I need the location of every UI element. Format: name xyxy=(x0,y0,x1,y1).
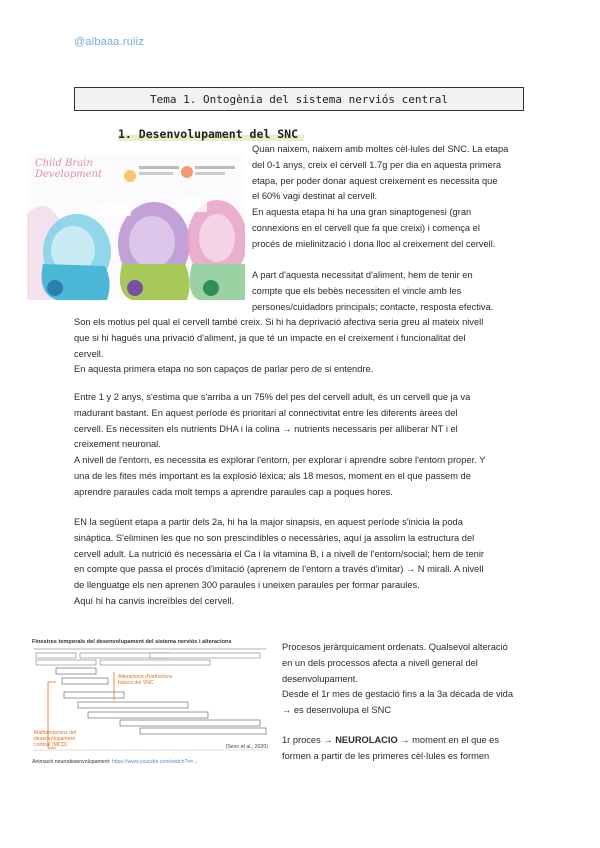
diagram-footer: Animació neurodesenvolupament: https://www.youtube.com/watch?v=... xyxy=(32,759,198,765)
infographic-title: Child Brain Development xyxy=(35,158,102,180)
paragraph-neurolation: 1r proces → NEUROLACIO → moment en el que es formen a partir de les primeres cèl·lules es formen xyxy=(282,735,500,761)
section-heading: 1. Desenvolupament del SNC xyxy=(118,127,304,141)
paragraph-hierarchical: Procesos jeràrquicament ordenats. Qualsevol alteració en un dels processos afecta a nivell general del desenvolupament. Desde el 1r mes de gestació fins a la 3a década de vida → es desenvolupa el SNC xyxy=(282,642,514,716)
child-brain-development-image xyxy=(27,154,245,300)
topic-title: Tema 1. Ontogènia del sistema nerviós central xyxy=(149,92,448,106)
diagram-note-structure: Alteracions d'estructura bàsica del SNC xyxy=(118,674,173,686)
paragraph-deprivation: Son els motius pel qual el cervell també creix. Si hi ha deprivació afectiva seria greu al mateix nivell que si hi hagués una privació d'aliment, ja que té un impacte en el creixement i funcionalitat del cervell. En aquesta primera etapa no son capaços de parlar pero de si entendre. xyxy=(74,317,484,375)
paragraph-bond: A part d'aquesta necessitat d'aliment, hem de tenir en compte que els bebès necessiten el vincle amb les persones/cuidadors principals; contacte, resposta efectiva. xyxy=(252,270,494,312)
infographic-illustration xyxy=(27,154,245,300)
author-handle: @albaaa.ruiiz xyxy=(74,36,145,48)
paragraph-2-years: EN la següent etapa a partir dels 2a, hi ha la major sinapsis, en aquest període s'inicia la poda sinàptica. S'eliminen les que no son prescindibles o necessàries, aquí ja assolim la estructura del cervell adult. La nutrició és necessària el Ca i la vitamina B, i a nivell de l'entorn/social; hem de tenir en compte que passa el procés d'imitació (aprenem de l'entorn a través d'imitar) → N mirall. A nivell de llenguatge els nen aprenen 300 paraules i uneixen paraules per formar paraules. Aquí hi ha canvis increïbles del cervell. xyxy=(74,517,485,606)
topic-title-box xyxy=(74,87,524,111)
animation-link[interactable]: https://www.youtube.com/watch?v=... xyxy=(111,759,198,765)
diagram-note-mcd: Malformacions del desenvolupament cortical (MCD) xyxy=(34,730,77,748)
development-timeline-diagram xyxy=(30,636,270,768)
paragraph-1-2-years: Entre 1 y 2 anys, s'estima que s'arriba a un 75% del pes del cervell adult, és un cervell que ja va madurant bastant. En aquest període és prioritari al connectivitat entre les diferents àrees del cervell. Es necessiten els nutrients DHA i la colina → nutrients necessaris per alliberar NT i el creixement neuronal. A nivell de l'entorn, es necessita es explorar l'entorn, per explorar i aprendre sobre l'entorn proper. Y una de les fites més important es la explosió léxica; als 18 mesos, moment en el que passem de aprendre paraules cada molt temps a aprendre paraules cap a poques hores. xyxy=(74,392,486,497)
diagram-citation: (Sevo et al., 2020) xyxy=(225,744,268,750)
diagram-title: Finestres temporals del desenvolupament del sistema nerviós i alteracions xyxy=(32,639,232,645)
paragraph-intro: Quan naixem, naixem amb moltes cèl·lules del SNC. La etapa del 0-1 anys, creix el cervell 1.7g per dia en aquesta primera etapa, per poder donar aquest creixement es necessita que el 60% vagi destinat al cervell. En aquesta etapa hi ha una gran sinaptogenesi (gran connexions en el cervell que fa que creixi) i comença el procés de mielinització i dona lloc al creixement del cervell. xyxy=(252,144,509,249)
